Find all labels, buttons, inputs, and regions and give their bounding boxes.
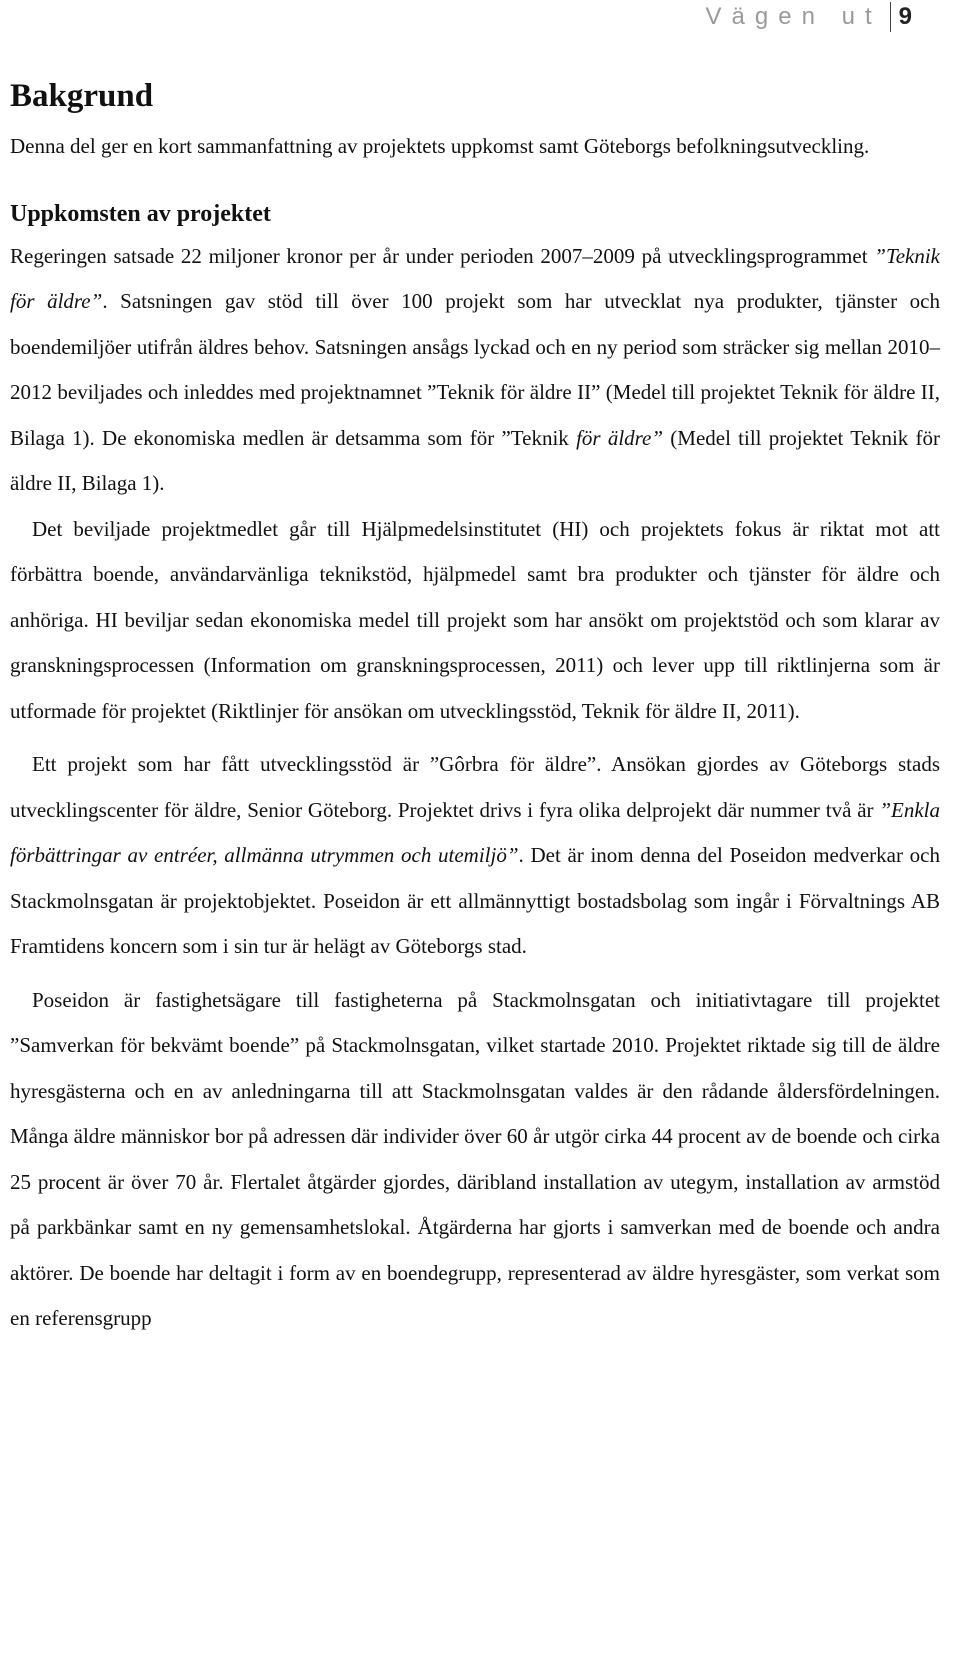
paragraph-1-text-c: (Medel till projektet Teknik för äldre II, Bilaga 1). [10, 425, 941, 495]
paragraph-1 [10, 234, 940, 507]
paragraph-1-text-b: . Satsningen gav stöd till över 100 projekt som har utvecklat nya produkter, tjänster och boendemiljöer utifrån äldres behov. Satsningen ansågs lyckad och en ny period som sträcker sig mellan 2010–2012 beviljades och inleddes med projektnamnet ”Teknik för äldre II” (Medel till projektet Teknik för äldre II, Bilaga 1). De ekonomiska medlen är detsamma som för ”Teknik [10, 289, 940, 450]
paragraph-3 [10, 742, 940, 970]
header-divider [890, 2, 891, 32]
bakgrund-intro: Denna del ger en kort sammanfattning av projektets uppkomst samt Göteborgs befolkningsutveckling. [10, 134, 870, 158]
header-title: Vägen ut [705, 3, 882, 30]
paragraph-1-emphasis-b: för äldre” [576, 425, 664, 450]
paragraph-3-emphasis: ”Enkla förbättringar av entréer, allmänna utrymmen och utemiljö” [10, 797, 940, 867]
paragraph-3-text-b: . Det är inom denna del Poseidon medverkar och Stackmolnsgatan är projektobjektet. Poseidon är ett allmännyttigt bostadsbolag som ingår i Förvaltnings AB Framtidens koncern som i sin tur är helägt av Göteborgs stad. [10, 843, 940, 958]
section-title-uppkomsten: Uppkomsten av projektet [10, 200, 271, 227]
paragraph-2: Det beviljade projektmedlet går till Hjälpmedelsinstitutet (HI) och projektets fokus är riktat mot att förbättra boende, användarvänliga teknikstöd, hjälpmedel samt bra produkter och tjänster för äldre och anhöriga. HI beviljar sedan ekonomiska medel till projekt som har ansökt om projektstöd och som klarar av granskningsprocessen (Information om granskningsprocessen, 2011) och lever upp till riktlinjerna som är utformade för projektet (Riktlinjer för ansökan om utvecklingsstöd, Teknik för äldre II, 2011). [10, 516, 940, 723]
page-header [706, 0, 912, 34]
paragraph-1-text-a: Regeringen satsade 22 miljoner kronor per år under perioden 2007–2009 på utvecklingsprogrammet [10, 243, 875, 268]
section-title-bakgrund: Bakgrund [10, 78, 154, 114]
paragraph-1-emphasis-a: ”Teknik för äldre” [10, 243, 940, 313]
paragraph-3-text-a: Ett projekt som har fått utvecklingsstöd är ”Gôrbra för äldre”. Ansökan gjordes av Göteborgs stads utvecklingscenter för äldre, Senior Göteborg. Projektet drivs i fyra olika delprojekt där nummer två är [10, 752, 940, 822]
paragraph-4: Poseidon är fastighetsägare till fastigheterna på Stackmolnsgatan och initiativtagare till projektet ”Samverkan för bekvämt boende” på Stackmolnsgatan, vilket startade 2010. Projektet riktade sig till de äldre hyresgästerna och en av anledningarna till att Stackmolnsgatan valdes är den rådande åldersfördelningen. Många äldre människor bor på adressen där individer över 60 år utgör cirka 44 procent av de boende och cirka 25 procent är över 70 år. Flertalet åtgärder gjordes, däribland installation av utegym, installation av armstöd på parkbänkar samt en ny gemensamhetslokal. Åtgärderna har gjorts i samverkan med de boende och andra aktörer. De boende har deltagit i form av en boendegrupp, representerad av äldre hyresgäster, som verkat som en referensgrupp [10, 987, 940, 1330]
document-body [10, 68, 940, 1342]
page-number: 9 [898, 3, 912, 30]
